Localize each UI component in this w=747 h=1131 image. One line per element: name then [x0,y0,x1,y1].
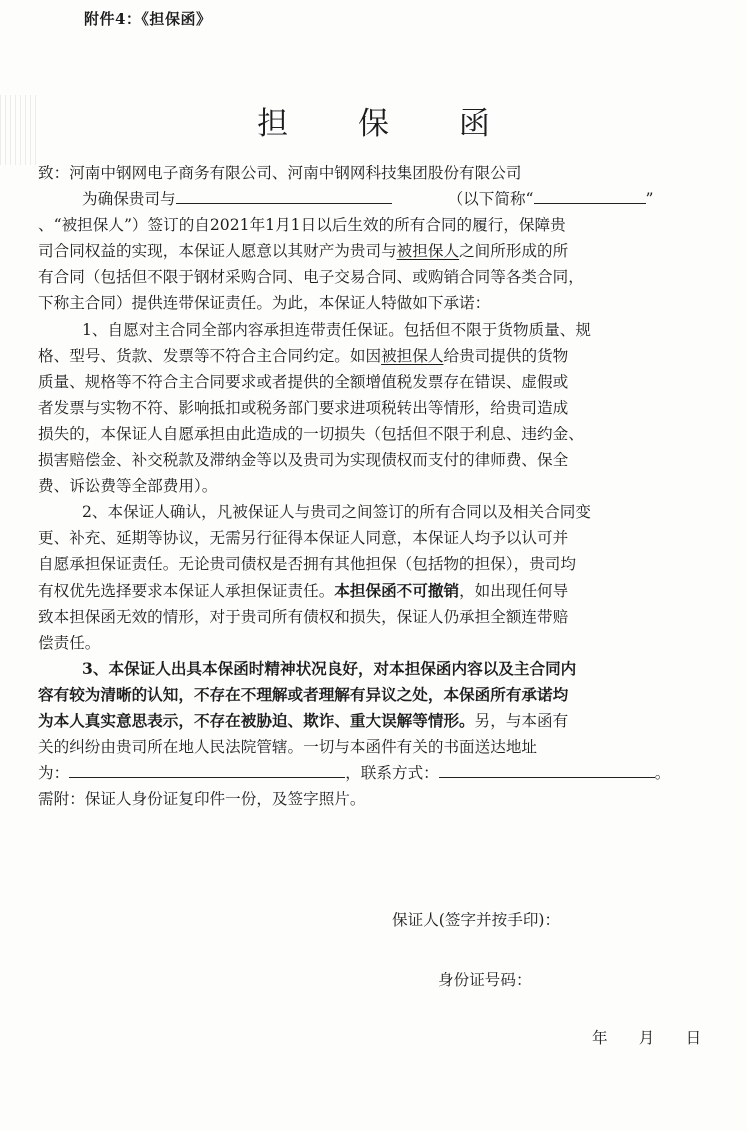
clause3-line-5: 为： ，联系方式： 。 [38,760,710,786]
addressee: 致：河南中钢网电子商务有限公司、河南中钢网科技集团股份有限公司 [38,164,522,182]
blank-address [69,760,345,778]
attachment-note: 需附：保证人身份证复印件一份，及签字照片。 [38,790,366,809]
annex-label: 附件4：《担保函》 [84,10,212,28]
clause2-line-1: 2、本保证人确认，凡被保证人与贵司之间签订的所有合同以及相关合同变 [82,503,591,522]
clause1-line-7: 费、诉讼费等全部费用）。 [38,477,218,496]
clause2-line-6: 偿责任。 [38,633,101,652]
guarantor-signature-label: 保证人(签字并按手印)： [392,911,561,929]
clause1-line-1: 1、自愿对主合同全部内容承担连带责任保证。包括但不限于货物质量、规 [82,320,591,339]
blank-party-name [176,186,392,204]
clause1-line-4: 者发票与实物不符、影响抵扣或税务部门要求进项税转出等情形，给贵司造成 [38,398,569,417]
intro-line-1: 为确保贵司与 （以下简称“ ” [38,186,710,212]
intro-line-2: 、“被担保人”）签订的自2021年1月1日以后生效的所有合同的履行，保障贵 [38,216,566,235]
clause3-line-3: 为本人真实意思表示，不存在被胁迫、欺诈、重大误解等情形。另，与本函有 [38,710,569,730]
blank-contact [439,760,655,778]
letter-body [38,160,710,812]
clause1-line-5: 损失的，本保证人自愿承担由此造成的一切损失（包括但不限于利息、违约金、 [38,424,584,443]
clause3-line-1: 3、本保证人出具本保函时精神状况良好，对本担保函内容以及主合同内 [82,658,577,678]
clause1-line-6: 损害赔偿金、补交税款及滞纳金等以及贵司为实现债权而支付的律师费、保全 [38,451,569,470]
clause3-line-4: 关的纠纷由贵司所在地人民法院管辖。一切与本函件有关的书面送达地址 [38,738,538,757]
clause1-line-3: 质量、规格等不符合主合同要求或者提供的全额增值税发票存在错误、虚假或 [38,372,569,391]
clause2-line-2: 更、补充、延期等协议，无需另行征得本保证人同意，本保证人均予以认可并 [38,529,569,548]
clause2-line-5: 致本担保函无效的情形，对于贵司所有债权和损失，保证人仍承担全额连带赔 [38,607,569,626]
intro-line-3: 司合同权益的实现，本保证人愿意以其财产为贵司与被担保人之间所形成的所 [38,242,569,261]
intro-line-5: 下称主合同）提供连带保证责任。为此，本保证人特做如下承诺： [38,294,491,313]
clause1-line-2: 格、型号、货款、发票等不符合主合同约定。如因被担保人给贵司提供的货物 [38,346,569,365]
clause2-line-4: 有权优先选择要求本保证人承担保证责任。本担保函不可撤销，如出现任何导 [38,580,569,600]
clause3-line-2: 容有较为清晰的认知，不存在不理解或者理解有异议之处，本保函所有承诺均 [38,684,569,704]
date-label: 年 月 日 [592,1029,702,1047]
blank-short-name [534,186,646,204]
clause2-line-3: 自愿承担保证责任。无论贵司债权是否拥有其他担保（包括物的担保），贵司均 [38,555,576,574]
intro-line-4: 有合同（包括但不限于钢材采购合同、电子交易合同、或购销合同等各类合同， [38,268,584,287]
document-title: 担 保 函 [257,106,520,142]
id-number-label: 身份证号码： [438,971,532,989]
